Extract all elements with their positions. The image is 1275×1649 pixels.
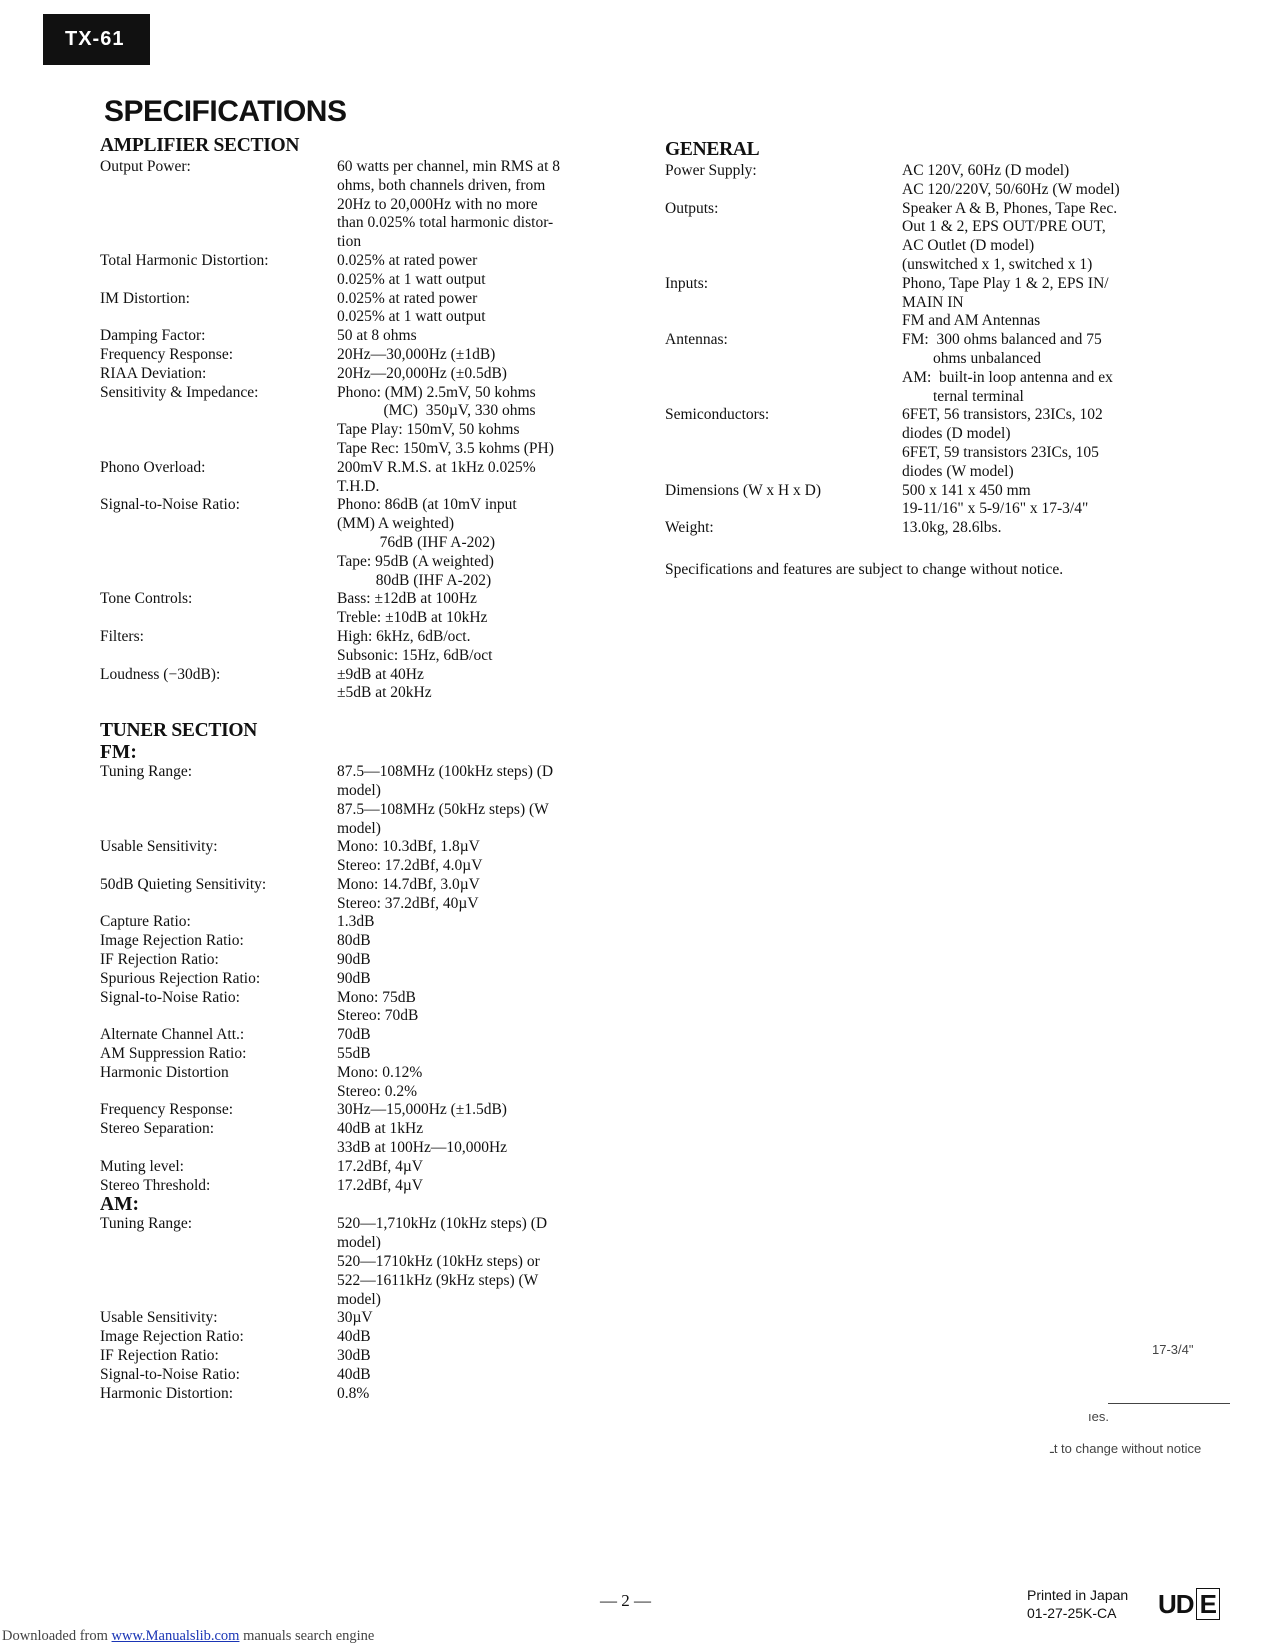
spec-label: Outputs: [665, 199, 719, 217]
spec-row [100, 327, 620, 346]
spec-label: Filters: [100, 627, 144, 645]
spec-label: Signal-to-Noise Ratio: [100, 496, 240, 514]
spec-value: 60 watts per channel, min RMS at 8 ohms, both channels driven, from 20Hz to 20,000Hz with no more than 0.025% total harmonic distor- tion [337, 158, 560, 251]
spec-value: 90dB [337, 951, 371, 969]
spec-row [100, 1158, 620, 1177]
page-title: SPECIFICATIONS [104, 95, 347, 128]
spec-label: Usable Sensitivity: [100, 1309, 218, 1327]
spec-value: 20Hz—20,000Hz (±0.5dB) [337, 364, 507, 382]
spec-label: Inputs: [665, 274, 709, 292]
spec-row [100, 666, 620, 704]
spec-row [665, 406, 1265, 481]
tuner-section-heading: TUNER SECTION [100, 720, 258, 742]
spec-row [100, 1366, 620, 1385]
spec-value: 40dB [337, 1328, 371, 1346]
spec-label: Spurious Rejection Ratio: [100, 969, 261, 987]
spec-label: Tuning Range: [100, 1215, 193, 1233]
spec-row [100, 365, 620, 384]
spec-label: Phono Overload: [100, 458, 206, 476]
page-number: — 2 — [600, 1591, 651, 1610]
ude-boxed-letter: E [1196, 1588, 1220, 1620]
spec-value: 17.2dBf, 4µV [337, 1157, 423, 1175]
spec-row [665, 519, 1265, 538]
spec-label: Image Rejection Ratio: [100, 932, 244, 950]
spec-label: Harmonic Distortion: [100, 1384, 234, 1402]
spec-row [100, 1309, 620, 1328]
spec-value: 13.0kg, 28.6lbs. [902, 519, 1002, 537]
ude-mark [1158, 1588, 1220, 1620]
spec-value: Phono: (MM) 2.5mV, 50 kohms (MC) 350µV, 330 ohms Tape Play: 150mV, 50 kohms Tape Rec: 150mV, 3.5 kohms (PH) [337, 383, 554, 457]
spec-value: 200mV R.M.S. at 1kHz 0.025% T.H.D. [337, 458, 536, 495]
spec-label: Antennas: [665, 331, 728, 349]
spec-row [665, 482, 1265, 520]
spec-row [100, 989, 620, 1027]
print-code: 01-27-25K-CA [1027, 1605, 1117, 1621]
spec-label: Output Power: [100, 158, 191, 175]
spec-row [100, 1064, 620, 1102]
spec-row [100, 252, 620, 290]
spec-label: 50dB Quieting Sensitivity: [100, 875, 267, 893]
spec-value: 6FET, 56 transistors, 23ICs, 102 diodes (D model) 6FET, 59 transistors 23ICs, 105 diodes (W model) [902, 406, 1103, 480]
spec-value: High: 6kHz, 6dB/oct. Subsonic: 15Hz, 6dB/oct [337, 627, 493, 664]
spec-label: Frequency Response: [100, 345, 234, 363]
spec-label: Dimensions (W x H x D) [665, 481, 821, 499]
spec-row [100, 838, 620, 876]
spec-row [665, 200, 1265, 275]
spec-value: 0.025% at rated power 0.025% at 1 watt output [337, 251, 486, 288]
spec-value: 1.3dB [337, 913, 375, 931]
spec-value: 70dB [337, 1026, 371, 1044]
spec-row [100, 1347, 620, 1366]
spec-value: Mono: 0.12% Stereo: 0.2% [337, 1063, 423, 1100]
general-section-heading: GENERAL [665, 139, 760, 160]
spec-row [665, 162, 1265, 200]
spec-value: Mono: 10.3dBf, 1.8µV Stereo: 17.2dBf, 4.0µV [337, 838, 483, 875]
spec-value: 17.2dBf, 4µV [337, 1176, 423, 1194]
spec-row [100, 932, 620, 951]
spec-value: 30dB [337, 1347, 371, 1365]
download-footer [2, 1628, 374, 1645]
right-column [665, 138, 1265, 538]
spec-label: Usable Sensitivity: [100, 838, 218, 856]
spec-row [100, 1215, 620, 1309]
spec-label: IM Distortion: [100, 289, 190, 307]
spec-row [665, 275, 1265, 331]
spec-row [100, 628, 620, 666]
spec-label: Frequency Response: [100, 1101, 234, 1119]
fm-spec-list [100, 763, 620, 1195]
spec-label: Harmonic Distortion [100, 1063, 229, 1081]
spec-row [100, 1120, 620, 1158]
am-subheading: AM: [100, 1194, 139, 1216]
spec-label: Capture Ratio: [100, 913, 191, 931]
spec-row [100, 1385, 620, 1404]
spec-row [100, 1026, 620, 1045]
spec-row [100, 951, 620, 970]
am-spec-list [100, 1215, 620, 1403]
fm-subheading: FM: [100, 742, 137, 764]
spec-label: Image Rejection Ratio: [100, 1328, 244, 1346]
amplifier-spec-list [100, 158, 620, 703]
spec-value: 50 at 8 ohms [337, 327, 417, 345]
spec-label: Tone Controls: [100, 590, 193, 608]
spec-label: Semiconductors: [665, 406, 770, 424]
spec-row [100, 1045, 620, 1064]
spec-row [100, 290, 620, 328]
spec-value: 80dB [337, 932, 371, 950]
spec-value: Bass: ±12dB at 100Hz Treble: ±10dB at 10kHz [337, 590, 488, 627]
spec-label: Alternate Channel Att.: [100, 1026, 245, 1044]
spec-value: AC 120V, 60Hz (D model) AC 120/220V, 50/60Hz (W model) [902, 162, 1120, 198]
spec-row [100, 459, 620, 497]
spec-label: Signal-to-Noise Ratio: [100, 1365, 240, 1383]
spec-label: Damping Factor: [100, 327, 206, 345]
spec-row [100, 346, 620, 365]
footer-prefix: Downloaded from [2, 1628, 108, 1644]
ghost-notice-fragment: ـt to change without notice [1050, 1441, 1202, 1456]
spec-value: 40dB [337, 1365, 371, 1383]
footer-suffix: manuals search engine [243, 1628, 375, 1644]
spec-row [100, 1328, 620, 1347]
spec-row [100, 496, 620, 590]
spec-label: Tuning Range: [100, 763, 193, 781]
spec-label: Power Supply: [665, 162, 757, 179]
general-spec-list [665, 162, 1265, 538]
spec-value: ±9dB at 40Hz ±5dB at 20kHz [337, 665, 432, 702]
spec-value: 30µV [337, 1309, 373, 1327]
spec-label: Weight: [665, 519, 714, 537]
change-notice: Specifications and features are subject to change without notice. [665, 561, 1064, 578]
spec-value: Phono: 86dB (at 10mV input (MM) A weighted) 76dB (IHF A-202) Tape: 95dB (A weighted) 80dB (IHF A-202) [337, 496, 517, 589]
spec-value: 520—1,710kHz (10kHz steps) (D model) 520—1710kHz (10kHz steps) or 522—1611kHz (9kHz steps) (W model) [337, 1215, 548, 1308]
spec-label: Muting level: [100, 1157, 184, 1175]
spec-label: IF Rejection Ratio: [100, 1347, 219, 1365]
spec-row [100, 970, 620, 989]
spec-label: Loudness (−30dB): [100, 665, 221, 683]
spec-value: Speaker A & B, Phones, Tape Rec. Out 1 & 2, EPS OUT/PRE OUT, AC Outlet (D model) (unswitched x 1, switched x 1) [902, 199, 1118, 273]
spec-row [100, 913, 620, 932]
ghost-dimension-fragment: 17-3/4" [1152, 1342, 1194, 1357]
spec-value: 55dB [337, 1045, 371, 1063]
spec-value: FM: 300 ohms balanced and 75 ohms unbalanced AM: built-in loop antenna and ex ternal terminal [902, 331, 1113, 405]
printed-in-japan: Printed in Japan [1027, 1587, 1129, 1603]
spec-value: 0.8% [337, 1384, 370, 1402]
spec-row [100, 1101, 620, 1120]
spec-row [665, 331, 1265, 406]
spec-row [100, 384, 620, 459]
amplifier-section-heading: AMPLIFIER SECTION [100, 135, 300, 156]
model-tag: TX-61 [43, 14, 150, 65]
spec-row [100, 876, 620, 914]
spec-row [100, 1177, 620, 1196]
spec-label: RIAA Deviation: [100, 364, 207, 382]
spec-value: 0.025% at rated power 0.025% at 1 watt output [337, 289, 486, 326]
spec-row [100, 590, 620, 628]
spec-label: AM Suppression Ratio: [100, 1045, 247, 1063]
left-column [100, 134, 620, 1403]
spec-value: 20Hz—30,000Hz (±1dB) [337, 345, 496, 363]
ghost-rule [1108, 1403, 1230, 1404]
spec-value: Phono, Tape Play 1 & 2, EPS IN/ MAIN IN FM and AM Antennas [902, 274, 1109, 330]
ude-prefix: UD [1158, 1589, 1194, 1619]
spec-value: 40dB at 1kHz 33dB at 100Hz—10,000Hz [337, 1120, 508, 1157]
spec-label: Sensitivity & Impedance: [100, 383, 259, 401]
spec-value: 87.5—108MHz (100kHz steps) (D model) 87.5—108MHz (50kHz steps) (W model) [337, 763, 554, 837]
manualslib-link[interactable]: www.Manualslib.com [111, 1628, 240, 1644]
spec-value: 500 x 141 x 450 mm 19-11/16" x 5-9/16" x 17-3/4" [902, 481, 1089, 518]
spec-label: IF Rejection Ratio: [100, 951, 219, 969]
spec-value: 90dB [337, 969, 371, 987]
spec-row [100, 158, 620, 252]
ghost-ites-fragment: ıes. [1088, 1409, 1109, 1424]
spec-label: Total Harmonic Distortion: [100, 251, 269, 269]
spec-value: Mono: 75dB Stereo: 70dB [337, 988, 419, 1025]
spec-row [100, 763, 620, 838]
printed-info [1027, 1586, 1128, 1622]
spec-value: Mono: 14.7dBf, 3.0µV Stereo: 37.2dBf, 40µV [337, 875, 480, 912]
spec-label: Stereo Separation: [100, 1120, 215, 1138]
spec-label: Signal-to-Noise Ratio: [100, 988, 240, 1006]
spec-label: Stereo Threshold: [100, 1176, 211, 1194]
spec-value: 30Hz—15,000Hz (±1.5dB) [337, 1101, 507, 1119]
